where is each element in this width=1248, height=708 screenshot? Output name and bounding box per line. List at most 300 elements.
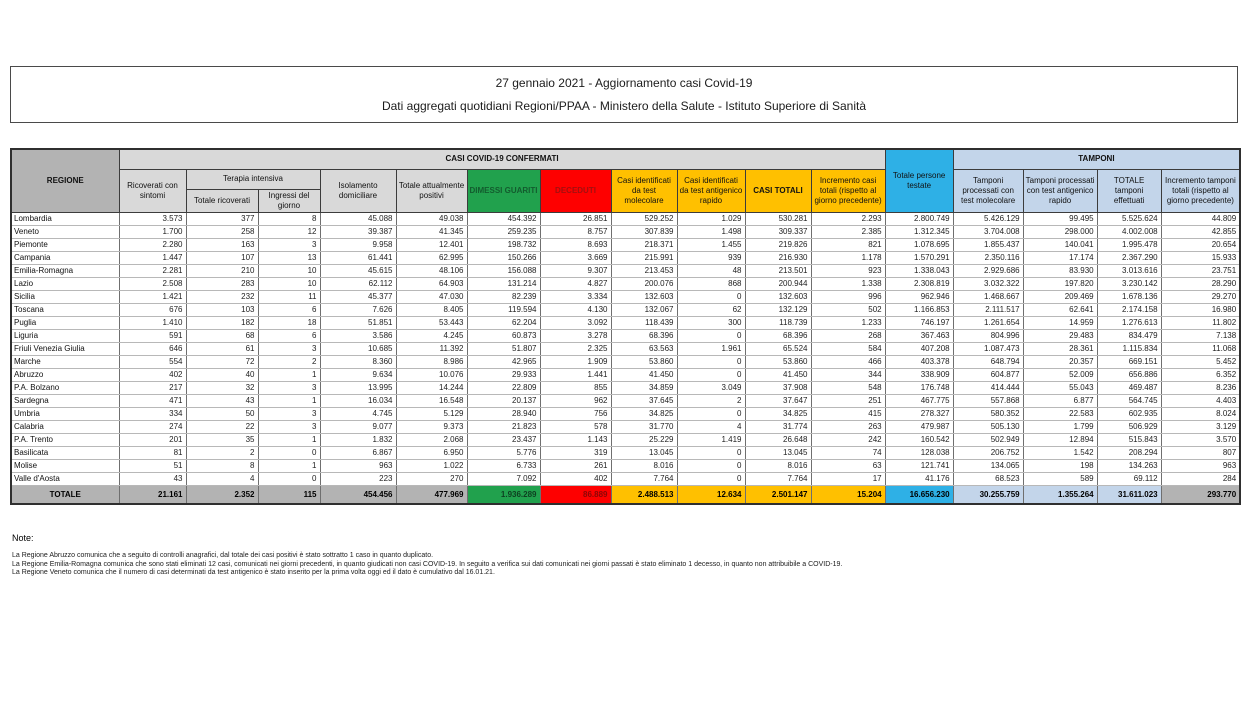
cell-value: 163: [186, 238, 258, 251]
cell-value: 263: [811, 420, 885, 433]
cell-value: 1.542: [1023, 446, 1097, 459]
total-row: [11, 485, 1240, 504]
cell-value: 3.032.322: [953, 277, 1023, 290]
cell-value: 16.548: [396, 394, 467, 407]
table-row: [11, 381, 1240, 394]
cell-value: 258: [186, 225, 258, 238]
cell-value: 4: [677, 420, 745, 433]
cell-value: 41.450: [745, 368, 811, 381]
cell-value: 22.583: [1023, 407, 1097, 420]
cell-value: 602.935: [1097, 407, 1161, 420]
cell-value: 21.823: [467, 420, 540, 433]
covid-table-container: [10, 148, 1241, 505]
cell-value: 5.426.129: [953, 212, 1023, 225]
cell-value: 200.076: [611, 277, 677, 290]
cell-value: 2: [186, 446, 258, 459]
cell-value: 43: [119, 472, 186, 485]
cell-value: 1: [258, 368, 320, 381]
region-name: P.A. Trento: [11, 433, 119, 446]
region-name: Valle d'Aosta: [11, 472, 119, 485]
cell-value: 3: [258, 420, 320, 433]
cell-value: 26.851: [540, 212, 611, 225]
cell-value: 8.236: [1161, 381, 1240, 394]
cell-value: 3.013.616: [1097, 264, 1161, 277]
cell-value: 35: [186, 433, 258, 446]
cell-value: 963: [1161, 459, 1240, 472]
cell-value: 197.820: [1023, 277, 1097, 290]
total-cell-value: 2.501.147: [745, 485, 811, 504]
cell-value: 868: [677, 277, 745, 290]
cell-value: 307.839: [611, 225, 677, 238]
table-row: [11, 329, 1240, 342]
cell-value: 41.345: [396, 225, 467, 238]
cell-value: 39.387: [320, 225, 396, 238]
total-cell-value: 16.656.230: [885, 485, 953, 504]
region-name: Molise: [11, 459, 119, 472]
cell-value: 119.594: [467, 303, 540, 316]
cell-value: 0: [677, 329, 745, 342]
total-cell-value: 477.969: [396, 485, 467, 504]
cell-value: 584: [811, 342, 885, 355]
table-row: [11, 264, 1240, 277]
cell-value: 1: [258, 433, 320, 446]
cell-value: 34.825: [745, 407, 811, 420]
cell-value: 1.468.667: [953, 290, 1023, 303]
cell-value: 466: [811, 355, 885, 368]
cell-value: 804.996: [953, 329, 1023, 342]
cell-value: 20.654: [1161, 238, 1240, 251]
cell-value: 20.357: [1023, 355, 1097, 368]
cell-value: 51.851: [320, 316, 396, 329]
cell-value: 4.827: [540, 277, 611, 290]
cell-value: 14.244: [396, 381, 467, 394]
cell-value: 3.573: [119, 212, 186, 225]
cell-value: 530.281: [745, 212, 811, 225]
cell-value: 1.447: [119, 251, 186, 264]
region-name: Veneto: [11, 225, 119, 238]
region-name: Lazio: [11, 277, 119, 290]
header-incremento-casi: Incremento casi totali (rispetto al giorno precedente): [811, 169, 885, 212]
note-veneto: La Regione Veneto comunica che il numero di casi determinati da test antigenico è stato inserito per la prima volta oggi ed il dato è cumulativo dal 16.01.21.: [12, 569, 495, 577]
header-tamponi-antigenico: Tamponi processati con test antigenico rapido: [1023, 169, 1097, 212]
cell-value: 45.377: [320, 290, 396, 303]
cell-value: 939: [677, 251, 745, 264]
cell-value: 6.867: [320, 446, 396, 459]
cell-value: 962: [540, 394, 611, 407]
cell-value: 1.455: [677, 238, 745, 251]
cell-value: 1: [258, 459, 320, 472]
cell-value: 1.087.473: [953, 342, 1023, 355]
cell-value: 2.174.158: [1097, 303, 1161, 316]
cell-value: 200.944: [745, 277, 811, 290]
table-row: [11, 225, 1240, 238]
cell-value: 34.859: [611, 381, 677, 394]
cell-value: 201: [119, 433, 186, 446]
report-subtitle: Dati aggregati quotidiani Regioni/PPAA - Ministero della Salute - Istituto Superiore di Sanità: [381, 99, 867, 113]
cell-value: 589: [1023, 472, 1097, 485]
header-ricoverati-sintomi: Ricoverati con sintomi: [119, 169, 186, 212]
cell-value: 118.739: [745, 316, 811, 329]
cell-value: 1.799: [1023, 420, 1097, 433]
cell-value: 83.930: [1023, 264, 1097, 277]
cell-value: 150.266: [467, 251, 540, 264]
cell-value: 855: [540, 381, 611, 394]
table-row: [11, 420, 1240, 433]
cell-value: 12: [258, 225, 320, 238]
cell-value: 591: [119, 329, 186, 342]
cell-value: 1.078.695: [885, 238, 953, 251]
cell-value: 61.441: [320, 251, 396, 264]
total-cell-value: 30.255.759: [953, 485, 1023, 504]
table-row: [11, 446, 1240, 459]
cell-value: 53.860: [611, 355, 677, 368]
cell-value: 14.959: [1023, 316, 1097, 329]
cell-value: 3.334: [540, 290, 611, 303]
cell-value: 140.041: [1023, 238, 1097, 251]
region-name: Friuli Venezia Giulia: [11, 342, 119, 355]
cell-value: 1.909: [540, 355, 611, 368]
total-cell-value: 21.161: [119, 485, 186, 504]
cell-value: 334: [119, 407, 186, 420]
cell-value: 1.166.853: [885, 303, 953, 316]
cell-value: 338.909: [885, 368, 953, 381]
region-name: Sardegna: [11, 394, 119, 407]
cell-value: 2.367.290: [1097, 251, 1161, 264]
cell-value: 6.877: [1023, 394, 1097, 407]
cell-value: 11.392: [396, 342, 467, 355]
cell-value: 1.115.834: [1097, 342, 1161, 355]
region-name: Puglia: [11, 316, 119, 329]
cell-value: 415: [811, 407, 885, 420]
cell-value: 8.360: [320, 355, 396, 368]
cell-value: 132.129: [745, 303, 811, 316]
cell-value: 557.868: [953, 394, 1023, 407]
notes-title: Note:: [12, 533, 34, 543]
cell-value: 198.732: [467, 238, 540, 251]
cell-value: 12.401: [396, 238, 467, 251]
cell-value: 68.396: [611, 329, 677, 342]
cell-value: 132.603: [611, 290, 677, 303]
cell-value: 182: [186, 316, 258, 329]
total-cell-value: 12.634: [677, 485, 745, 504]
table-row: [11, 303, 1240, 316]
cell-value: 0: [677, 446, 745, 459]
cell-value: 63.563: [611, 342, 677, 355]
cell-value: 6.950: [396, 446, 467, 459]
cell-value: 3: [258, 238, 320, 251]
cell-value: 50: [186, 407, 258, 420]
cell-value: 0: [677, 407, 745, 420]
cell-value: 232: [186, 290, 258, 303]
table-row: [11, 290, 1240, 303]
cell-value: 11.068: [1161, 342, 1240, 355]
cell-value: 548: [811, 381, 885, 394]
cell-value: 469.487: [1097, 381, 1161, 394]
cell-value: 8: [258, 212, 320, 225]
cell-value: 377: [186, 212, 258, 225]
cell-value: 1.678.136: [1097, 290, 1161, 303]
cell-value: 45.615: [320, 264, 396, 277]
cell-value: 72: [186, 355, 258, 368]
note-emilia-romagna: La Regione Emilia-Romagna comunica che sono stati eliminati 12 casi, comunicati nei giorni precedenti, in quanto giudicati non casi COVID-19. In seguito a verifica sui dati comunicati nei giorni passati è stato eliminato 1 decesso, in quanto non attribuibile a COVID-19.: [12, 560, 843, 568]
cell-value: 63: [811, 459, 885, 472]
cell-value: 1.233: [811, 316, 885, 329]
cell-value: 81: [119, 446, 186, 459]
table-body: [11, 212, 1240, 504]
cell-value: 0: [677, 472, 745, 485]
cell-value: 52.009: [1023, 368, 1097, 381]
header-totale-tamponi: TOTALE tamponi effettuati: [1097, 169, 1161, 212]
cell-value: 471: [119, 394, 186, 407]
cell-value: 1.338: [811, 277, 885, 290]
cell-value: 9.634: [320, 368, 396, 381]
table-row: [11, 368, 1240, 381]
cell-value: 223: [320, 472, 396, 485]
cell-value: 43: [186, 394, 258, 407]
cell-value: 3.129: [1161, 420, 1240, 433]
cell-value: 506.929: [1097, 420, 1161, 433]
region-name: Piemonte: [11, 238, 119, 251]
cell-value: 131.214: [467, 277, 540, 290]
header-terapia-intensiva: Terapia intensiva: [186, 169, 320, 189]
cell-value: 13.995: [320, 381, 396, 394]
cell-value: 962.946: [885, 290, 953, 303]
cell-value: 128.038: [885, 446, 953, 459]
cell-value: 0: [677, 355, 745, 368]
cell-value: 8.016: [745, 459, 811, 472]
cell-value: 1.419: [677, 433, 745, 446]
cell-value: 65.524: [745, 342, 811, 355]
cell-value: 3.669: [540, 251, 611, 264]
cell-value: 8.757: [540, 225, 611, 238]
cell-value: 134.065: [953, 459, 1023, 472]
cell-value: 3.704.008: [953, 225, 1023, 238]
report-date-title: 27 gennaio 2021 - Aggiornamento casi Covid-19: [495, 76, 753, 90]
cell-value: 4.745: [320, 407, 396, 420]
cell-value: 6: [258, 329, 320, 342]
cell-value: 1.421: [119, 290, 186, 303]
cell-value: 278.327: [885, 407, 953, 420]
cell-value: 12.894: [1023, 433, 1097, 446]
cell-value: 9.373: [396, 420, 467, 433]
total-cell-value: 454.456: [320, 485, 396, 504]
cell-value: 2: [258, 355, 320, 368]
cell-value: 216.930: [745, 251, 811, 264]
cell-value: 16.980: [1161, 303, 1240, 316]
header-dimessi-guariti: DIMESSI GUARITI: [467, 169, 540, 212]
cell-value: 132.067: [611, 303, 677, 316]
cell-value: 8.405: [396, 303, 467, 316]
cell-value: 213.501: [745, 264, 811, 277]
cell-value: 9.077: [320, 420, 396, 433]
cell-value: 1.700: [119, 225, 186, 238]
table-row: [11, 251, 1240, 264]
header-regione: REGIONE: [11, 149, 119, 212]
cell-value: 515.843: [1097, 433, 1161, 446]
cell-value: 259.235: [467, 225, 540, 238]
cell-value: 62.204: [467, 316, 540, 329]
cell-value: 7.764: [745, 472, 811, 485]
cell-value: 16.034: [320, 394, 396, 407]
cell-value: 2.293: [811, 212, 885, 225]
cell-value: 69.112: [1097, 472, 1161, 485]
cell-value: 40: [186, 368, 258, 381]
cell-value: 268: [811, 329, 885, 342]
cell-value: 10: [258, 264, 320, 277]
cell-value: 274: [119, 420, 186, 433]
cell-value: 963: [320, 459, 396, 472]
cell-value: 31.774: [745, 420, 811, 433]
cell-value: 996: [811, 290, 885, 303]
cell-value: 3.570: [1161, 433, 1240, 446]
header-ingressi-giorno: Ingressi del giorno: [258, 189, 320, 212]
region-name: Umbria: [11, 407, 119, 420]
table-row: [11, 472, 1240, 485]
table-row: [11, 355, 1240, 368]
total-row-label: TOTALE: [11, 485, 119, 504]
cell-value: 42.965: [467, 355, 540, 368]
cell-value: 1.498: [677, 225, 745, 238]
notes-section: [12, 533, 1234, 578]
covid-data-table: [10, 148, 1241, 505]
cell-value: 8.693: [540, 238, 611, 251]
header-attualmente-positivi: Totale attualmente positivi: [396, 169, 467, 212]
cell-value: 3: [258, 407, 320, 420]
cell-value: 821: [811, 238, 885, 251]
cell-value: 807: [1161, 446, 1240, 459]
total-cell-value: 15.204: [811, 485, 885, 504]
cell-value: 454.392: [467, 212, 540, 225]
cell-value: 0: [677, 459, 745, 472]
cell-value: 62.112: [320, 277, 396, 290]
cell-value: 7.138: [1161, 329, 1240, 342]
cell-value: 5.452: [1161, 355, 1240, 368]
cell-value: 103: [186, 303, 258, 316]
cell-value: 261: [540, 459, 611, 472]
cell-value: 118.439: [611, 316, 677, 329]
cell-value: 5.776: [467, 446, 540, 459]
cell-value: 746.197: [885, 316, 953, 329]
cell-value: 467.775: [885, 394, 953, 407]
cell-value: 3.230.142: [1097, 277, 1161, 290]
cell-value: 28.940: [467, 407, 540, 420]
cell-value: 22.809: [467, 381, 540, 394]
cell-value: 4.403: [1161, 394, 1240, 407]
cell-value: 1.995.478: [1097, 238, 1161, 251]
cell-value: 31.770: [611, 420, 677, 433]
cell-value: 176.748: [885, 381, 953, 394]
cell-value: 11.802: [1161, 316, 1240, 329]
cell-value: 34.825: [611, 407, 677, 420]
cell-value: 8.024: [1161, 407, 1240, 420]
cell-value: 20.137: [467, 394, 540, 407]
header-casi-totali: CASI TOTALI: [745, 169, 811, 212]
cell-value: 23.437: [467, 433, 540, 446]
header-group-tamponi: TAMPONI: [953, 149, 1240, 169]
cell-value: 242: [811, 433, 885, 446]
cell-value: 669.151: [1097, 355, 1161, 368]
cell-value: 32: [186, 381, 258, 394]
cell-value: 648.794: [953, 355, 1023, 368]
cell-value: 1.338.043: [885, 264, 953, 277]
total-cell-value: 31.611.023: [1097, 485, 1161, 504]
cell-value: 1.143: [540, 433, 611, 446]
header-casi-antigenico: Casi identificati da test antigenico rapido: [677, 169, 745, 212]
cell-value: 656.886: [1097, 368, 1161, 381]
cell-value: 1.029: [677, 212, 745, 225]
cell-value: 414.444: [953, 381, 1023, 394]
table-row: [11, 459, 1240, 472]
cell-value: 529.252: [611, 212, 677, 225]
cell-value: 28.361: [1023, 342, 1097, 355]
cell-value: 209.469: [1023, 290, 1097, 303]
cell-value: 99.495: [1023, 212, 1097, 225]
header-totale-ricoverati: Totale ricoverati: [186, 189, 258, 212]
cell-value: 309.337: [745, 225, 811, 238]
header-deceduti: DECEDUTI: [540, 169, 611, 212]
cell-value: 4.245: [396, 329, 467, 342]
cell-value: 1.276.613: [1097, 316, 1161, 329]
cell-value: 3: [258, 381, 320, 394]
cell-value: 10.076: [396, 368, 467, 381]
header-isolamento-domiciliare: Isolamento domiciliare: [320, 169, 396, 212]
cell-value: 156.088: [467, 264, 540, 277]
region-name: P.A. Bolzano: [11, 381, 119, 394]
cell-value: 367.463: [885, 329, 953, 342]
cell-value: 74: [811, 446, 885, 459]
cell-value: 6.352: [1161, 368, 1240, 381]
cell-value: 9.958: [320, 238, 396, 251]
cell-value: 2.350.116: [953, 251, 1023, 264]
cell-value: 15.933: [1161, 251, 1240, 264]
cell-value: 1.961: [677, 342, 745, 355]
cell-value: 402: [119, 368, 186, 381]
region-name: Marche: [11, 355, 119, 368]
cell-value: 0: [258, 472, 320, 485]
region-name: Calabria: [11, 420, 119, 433]
region-name: Emilia-Romagna: [11, 264, 119, 277]
cell-value: 505.130: [953, 420, 1023, 433]
header-group-casi-confermati: CASI COVID-19 CONFERMATI: [119, 149, 885, 169]
cell-value: 646: [119, 342, 186, 355]
cell-value: 2.308.819: [885, 277, 953, 290]
cell-value: 564.745: [1097, 394, 1161, 407]
cell-value: 502.949: [953, 433, 1023, 446]
cell-value: 756: [540, 407, 611, 420]
cell-value: 407.208: [885, 342, 953, 355]
cell-value: 8.016: [611, 459, 677, 472]
cell-value: 64.903: [396, 277, 467, 290]
cell-value: 134.263: [1097, 459, 1161, 472]
cell-value: 29.933: [467, 368, 540, 381]
cell-value: 37.645: [611, 394, 677, 407]
cell-value: 1.178: [811, 251, 885, 264]
cell-value: 25.229: [611, 433, 677, 446]
cell-value: 2.929.686: [953, 264, 1023, 277]
cell-value: 1.261.654: [953, 316, 1023, 329]
cell-value: 22: [186, 420, 258, 433]
cell-value: 283: [186, 277, 258, 290]
cell-value: 51: [119, 459, 186, 472]
cell-value: 676: [119, 303, 186, 316]
cell-value: 554: [119, 355, 186, 368]
cell-value: 580.352: [953, 407, 1023, 420]
table-row: [11, 212, 1240, 225]
table-row: [11, 238, 1240, 251]
cell-value: 44.809: [1161, 212, 1240, 225]
cell-value: 1.441: [540, 368, 611, 381]
cell-value: 5.525.624: [1097, 212, 1161, 225]
